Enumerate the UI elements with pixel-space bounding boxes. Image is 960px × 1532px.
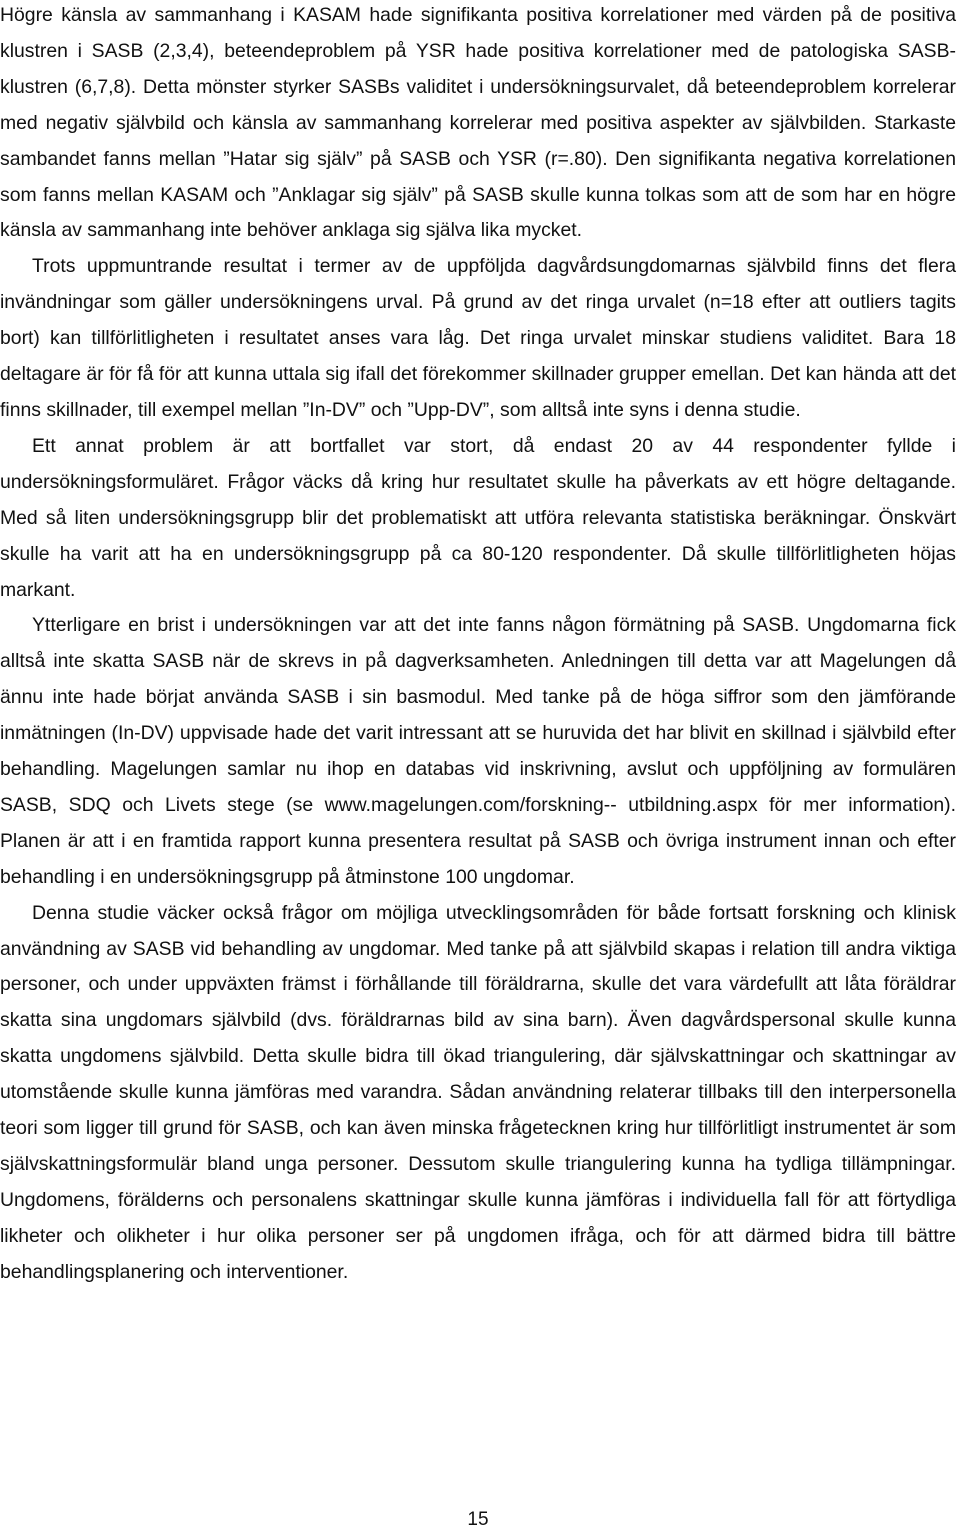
paragraph-premeasurement: Ytterligare en brist i undersökningen var att det inte fanns någon förmätning på SASB. Ungdomarna fick alltså inte skatta SASB när de skrevs in på dagverksamheten. Anledningen till detta var att Magelungen då ännu inte hade börjat använda SASB i sin basmodul. Med tanke på de höga siffror som den jämförande inmätningen (In-DV) uppvisade hade det varit intressant att se huruvida det har blivit en skillnad i självbild efter behandling. Magelungen samlar nu ihop en databas vid inskrivning, avslut och uppföljning av formulären SASB, SDQ och Livets stege (se www.magelungen.com/forskning-- utbildning.aspx för mer information). Planen är att i en framtida rapport kunna presentera resultat på SASB och övriga instrument innan och efter behandling i en undersökningsgrupp på åtminstone 100 ungdomar. [0, 614, 956, 888]
paragraph-kasam-correlations: Högre känsla av sammanhang i KASAM hade signifikanta positiva korrelationer med värden på de positiva klustren i SASB (2,3,4), beteendeproblem på YSR hade positiva korrelationer med de patologiska SASB-klustren (6,7,8). Detta mönster styrker SASBs validitet i undersökningsurvalet, då beteendeproblem korrelerar med negativ självbild och känsla av sammanhang korrelerar med positiva aspekter av självbilden. Starkaste sambandet fanns mellan ”Hatar sig själv” på SASB och YSR (r=.80). Den signifikanta negativa korrelationen som fanns mellan KASAM och ”Anklagar sig själv” på SASB skulle kunna tolkas som att de som har en högre känsla av sammanhang inte behöver anklaga sig själva lika mycket. [0, 4, 956, 242]
paragraph-sample-objections: Trots uppmuntrande resultat i termer av de uppföljda dagvårdsungdomarnas självbild finns det flera invändningar som gäller undersökningens urval. På grund av det ringa urvalet (n=18 efter att outliers tagits bort) kan tillförlitligheten i resultatet anses vara låg. Det ringa urvalet minskar studiens validitet. Bara 18 deltagare är för få för att kunna uttala sig ifall det förekommer skillnader grupper emellan. Det kan hända att det finns skillnader, till exempel mellan ”In-DV” och ”Upp-DV”, som alltså inte syns i denna studie. [0, 255, 956, 421]
page-number: 15 [467, 1509, 489, 1530]
paragraph-dropout: Ett annat problem är att bortfallet var stort, då endast 20 av 44 respondenter fyllde i undersökningsformuläret. Frågor väcks då kring hur resultatet skulle ha påverkats av ett högre deltagande. Med så liten undersökningsgrupp blir det problematiskt att utföra relevanta statistiska beräkningar. Önskvärt skulle ha varit att ha en undersökningsgrupp på ca 80-120 respondenter. Då skulle tillförlitligheten höjas markant. [0, 434, 956, 601]
paragraph-future-research: Denna studie väcker också frågor om möjliga utvecklingsområden för både fortsatt forskning och klinisk användning av SASB vid behandling av ungdomar. Med tanke på att självbild skapas i relation till andra viktiga personer, och under uppväxten främst i förhållande till föräldrarna, skulle det vara värdefullt att låta föräldrar skatta sina ungdomars självbild (dvs. föräldrarnas bild av sina barn). Även dagvårdspersonal skulle kunna skatta ungdomens självbild. Detta skulle bidra till ökad triangulering, där självskattningar och skattningar av utomstående skulle kunna jämföras med varandra. Sådan användning relaterar tillbaks till den interpersonella teori som ligger till grund för SASB, och kan även minska frågetecknen kring hur tillförlitligt instrumentet är som självskattningsformulär bland unga personer. Dessutom skulle triangulering kunna ha tydliga tillämpningar. Ungdomens, förälderns och personalens skattningar skulle kunna jämföras i individuella fall för att förtydliga likheter och olikheter i hur olika personer ser på ungdomen ifråga, och för att därmed bidra till bättre behandlingsplanering och interventioner. [0, 901, 956, 1283]
